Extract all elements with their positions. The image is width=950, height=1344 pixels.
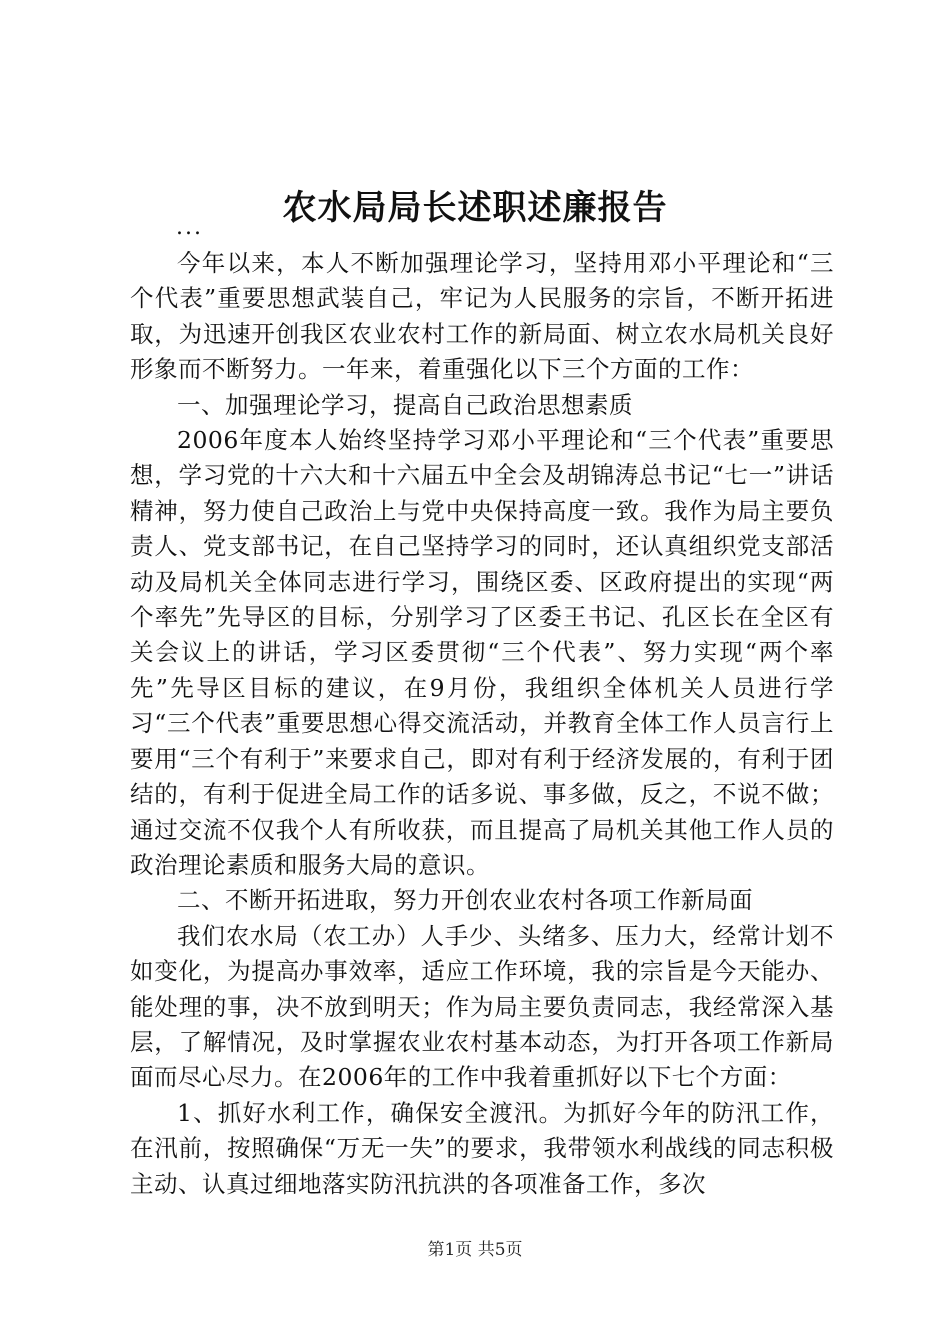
page-title: 农水局局长述职述廉报告	[282, 188, 668, 228]
page-footer: 第1页 共5页	[427, 1240, 523, 1260]
paragraph-section-1: 2006年度本人始终坚持学习邓小平理论和“三个代表”重要思想，学习党的十六大和十六届五中全会及胡锦涛总书记“七一”讲话精神，努力使自己政治上与党中央保持高度一致。我作为局主要负责人、党支部书记，在自己坚持学习的同时，还认真组织党支部活动及局机关全体同志进行学习，围绕区委、区政府提出的实现“两个率先”先导区的目标，分别学习了区委王书记、孔区长在全区有关会议上的讲话，学习区委贯彻“三个代表”、努力实现“两个率先”先导区目标的建议，在9月份，我组织全体机关人员进行学习“三个代表”重要思想心得交流活动，并教育全体工作人员言行上要用“三个有利于”来要求自己，即对有利于经济发展的，有利于团结的，有利于促进全局工作的话多说、事多做，反之，不说不做；通过交流不仅我个人有所收获，而且提高了局机关其他工作人员的政治理论素质和服务大局的意识。	[130, 426, 834, 879]
document-body	[130, 246, 834, 1202]
section-heading-2: 二、不断开拓进取，努力开创农业农村各项工作新局面	[177, 886, 753, 915]
section-heading-1: 一、加强理论学习，提高自己政治思想素质	[177, 390, 633, 419]
paragraph-intro: 今年以来，本人不断加强理论学习，坚持用邓小平理论和“三个代表”重要思想武装自己，牢记为人民服务的宗旨，不断开拓进取，为迅速开创我区农业农村工作的新局面、树立农水局机关良好形象而不断努力。一年来，着重强化以下三个方面的工作：	[130, 249, 834, 384]
paragraph-section-2: 我们农水局（农工办）人手少、头绪多、压力大，经常计划不如变化，为提高办事效率，适应工作环境，我的宗旨是今天能办、能处理的事，决不放到明天；作为局主要负责同志，我经常深入基层，了解情况，及时掌握农业农村基本动态，为打开各项工作新局面而尽心尽力。在2006年的工作中我着重抓好以下七个方面：	[130, 921, 834, 1092]
paragraph-item-1: 1、抓好水利工作，确保安全渡汛。为抓好今年的防汛工作，在汛前，按照确保“万无一失”的要求，我带领水利战线的同志积极主动、认真过细地落实防汛抗洪的各项准备工作，多次	[130, 1098, 834, 1198]
ellipsis-marker: ...	[176, 215, 203, 240]
